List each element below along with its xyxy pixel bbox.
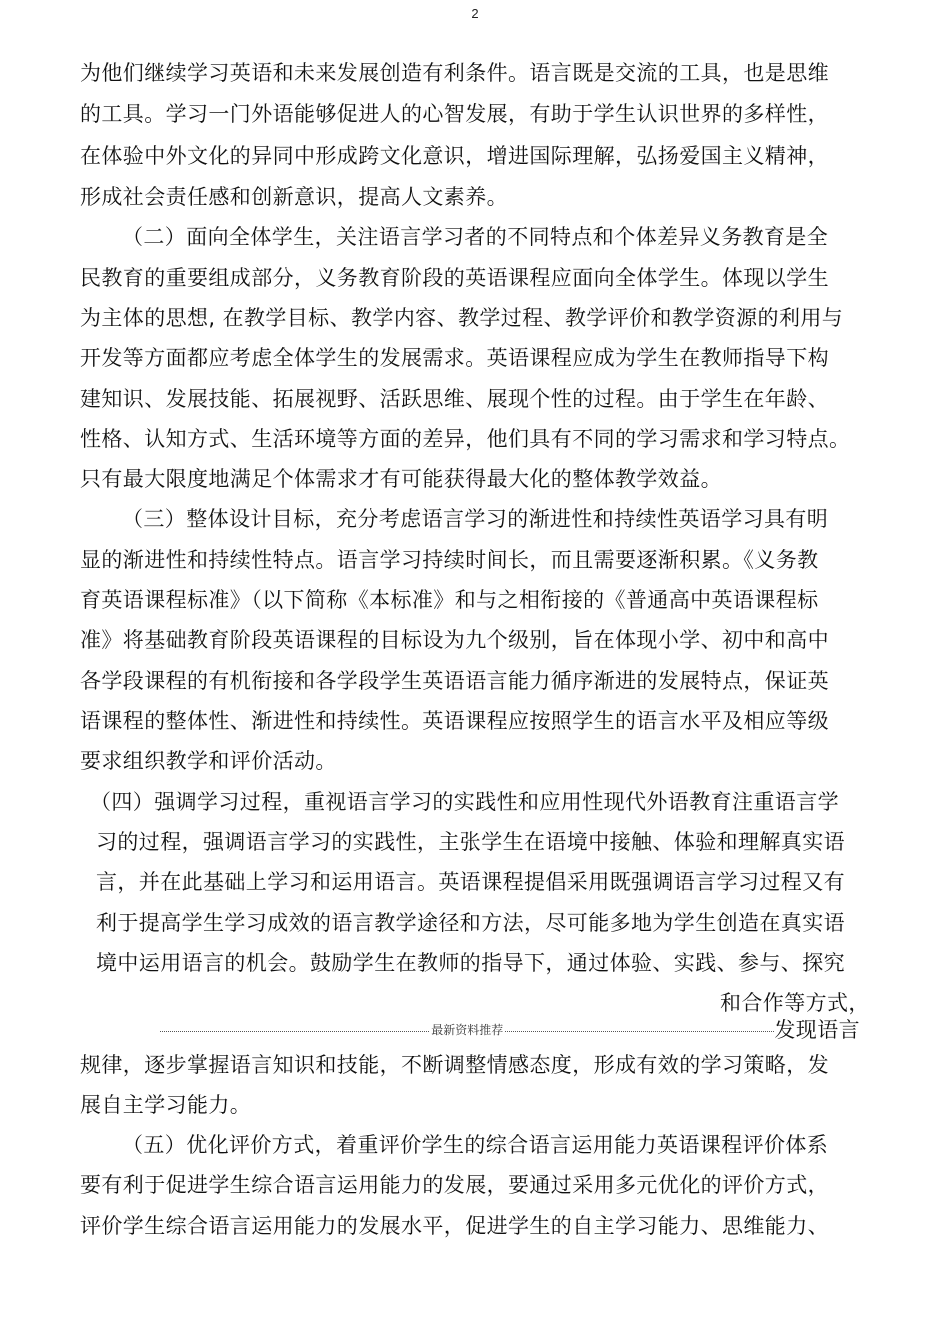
text-line: 育英语课程标准》（以下简称《本标准》和与之相衔接的《普通高中英语课程标 — [80, 588, 819, 612]
text-line: 规律，逐步掌握语言知识和技能，不断调整情感态度，形成有效的学习策略，发 — [80, 1053, 829, 1077]
text-line: （五）优化评价方式，着重评价学生的综合语言运用能力英语课程评价体系 — [122, 1133, 829, 1157]
text-line: 展自主学习能力。 — [80, 1093, 252, 1117]
text-line: 在体验中外文化的异同中形成跨文化意识，增进国际理解，弘扬爱国主义精神， — [80, 144, 829, 168]
text-line: 显的渐进性和持续性特点。语言学习持续时间长，而且需要逐渐积累。《义务教 — [80, 548, 819, 572]
text-line: （四）强调学习过程，重视语言学习的实践性和应用性现代外语教育注重语言学 — [90, 790, 839, 814]
footer-label: 最新资料推荐 — [431, 1022, 504, 1037]
text-line: 利于提高学生学习成效的语言教学途径和方法，尽可能多地为学生创造在真实语 — [96, 911, 845, 935]
text-line: （二）面向全体学生，关注语言学习者的不同特点和个体差异义务教育是全 — [122, 225, 829, 249]
text-line: 开发等方面都应考虑全体学生的发展需求。英语课程应成为学生在教师指导下构 — [80, 346, 829, 370]
page-number: 2 — [471, 6, 479, 21]
footer-recommendation — [160, 1016, 860, 1042]
text-line: 习的过程，强调语言学习的实践性，主张学生在语境中接触、体验和理解真实语 — [96, 830, 845, 854]
text-line: 只有最大限度地满足个体需求才有可能获得最大化的整体教学效益。 — [80, 467, 722, 491]
text-line: 评价学生综合语言运用能力的发展水平，促进学生的自主学习能力、思维能力、 — [80, 1214, 829, 1238]
footer-tail-text: 发现语言 — [774, 1018, 860, 1042]
text-line: 建知识、发展技能、拓展视野、活跃思维、展现个性的过程。由于学生在年龄、 — [80, 387, 829, 411]
text-line: 境中运用语言的机会。鼓励学生在教师的指导下，通过体验、实践、参与、探究 — [96, 951, 845, 975]
text-line: 各学段课程的有机衔接和各学段学生英语语言能力循序渐进的发展特点，保证英 — [80, 669, 829, 693]
text-line: 形成社会责任感和创新意识，提高人文素养。 — [80, 185, 508, 209]
text-line: 准》将基础教育阶段英语课程的目标设为九个级别，旨在体现小学、初中和高中 — [80, 628, 829, 652]
text-line: 为他们继续学习英语和未来发展创造有利条件。语言既是交流的工具，也是思维 — [80, 61, 829, 85]
text-line: 的工具。学习一门外语能够促进人的心智发展，有助于学生认识世界的多样性， — [80, 102, 829, 126]
dotted-leader — [505, 1031, 774, 1032]
text-line: 和合作等方式， — [720, 991, 870, 1015]
dotted-leader — [160, 1031, 429, 1032]
text-line: 言，并在此基础上学习和运用语言。英语课程提倡采用既强调语言学习过程又有 — [96, 870, 845, 894]
text-line: 语课程的整体性、渐进性和持续性。英语课程应按照学生的语言水平及相应等级 — [80, 709, 829, 733]
text-line: （三）整体设计目标，充分考虑语言学习的渐进性和持续性英语学习具有明 — [122, 507, 829, 531]
text-line: 要求组织教学和评价活动。 — [80, 749, 337, 773]
text-line: 要有利于促进学生综合语言运用能力的发展，要通过采用多元优化的评价方式， — [80, 1173, 829, 1197]
text-line: 性格、认知方式、生活环境等方面的差异，他们具有不同的学习需求和学习特点。 — [80, 427, 851, 451]
text-line: 为主体的思想, 在教学目标、教学内容、教学过程、教学评价和教学资源的利用与 — [80, 306, 844, 330]
text-line: 民教育的重要组成部分，义务教育阶段的英语课程应面向全体学生。体现以学生 — [80, 266, 829, 290]
